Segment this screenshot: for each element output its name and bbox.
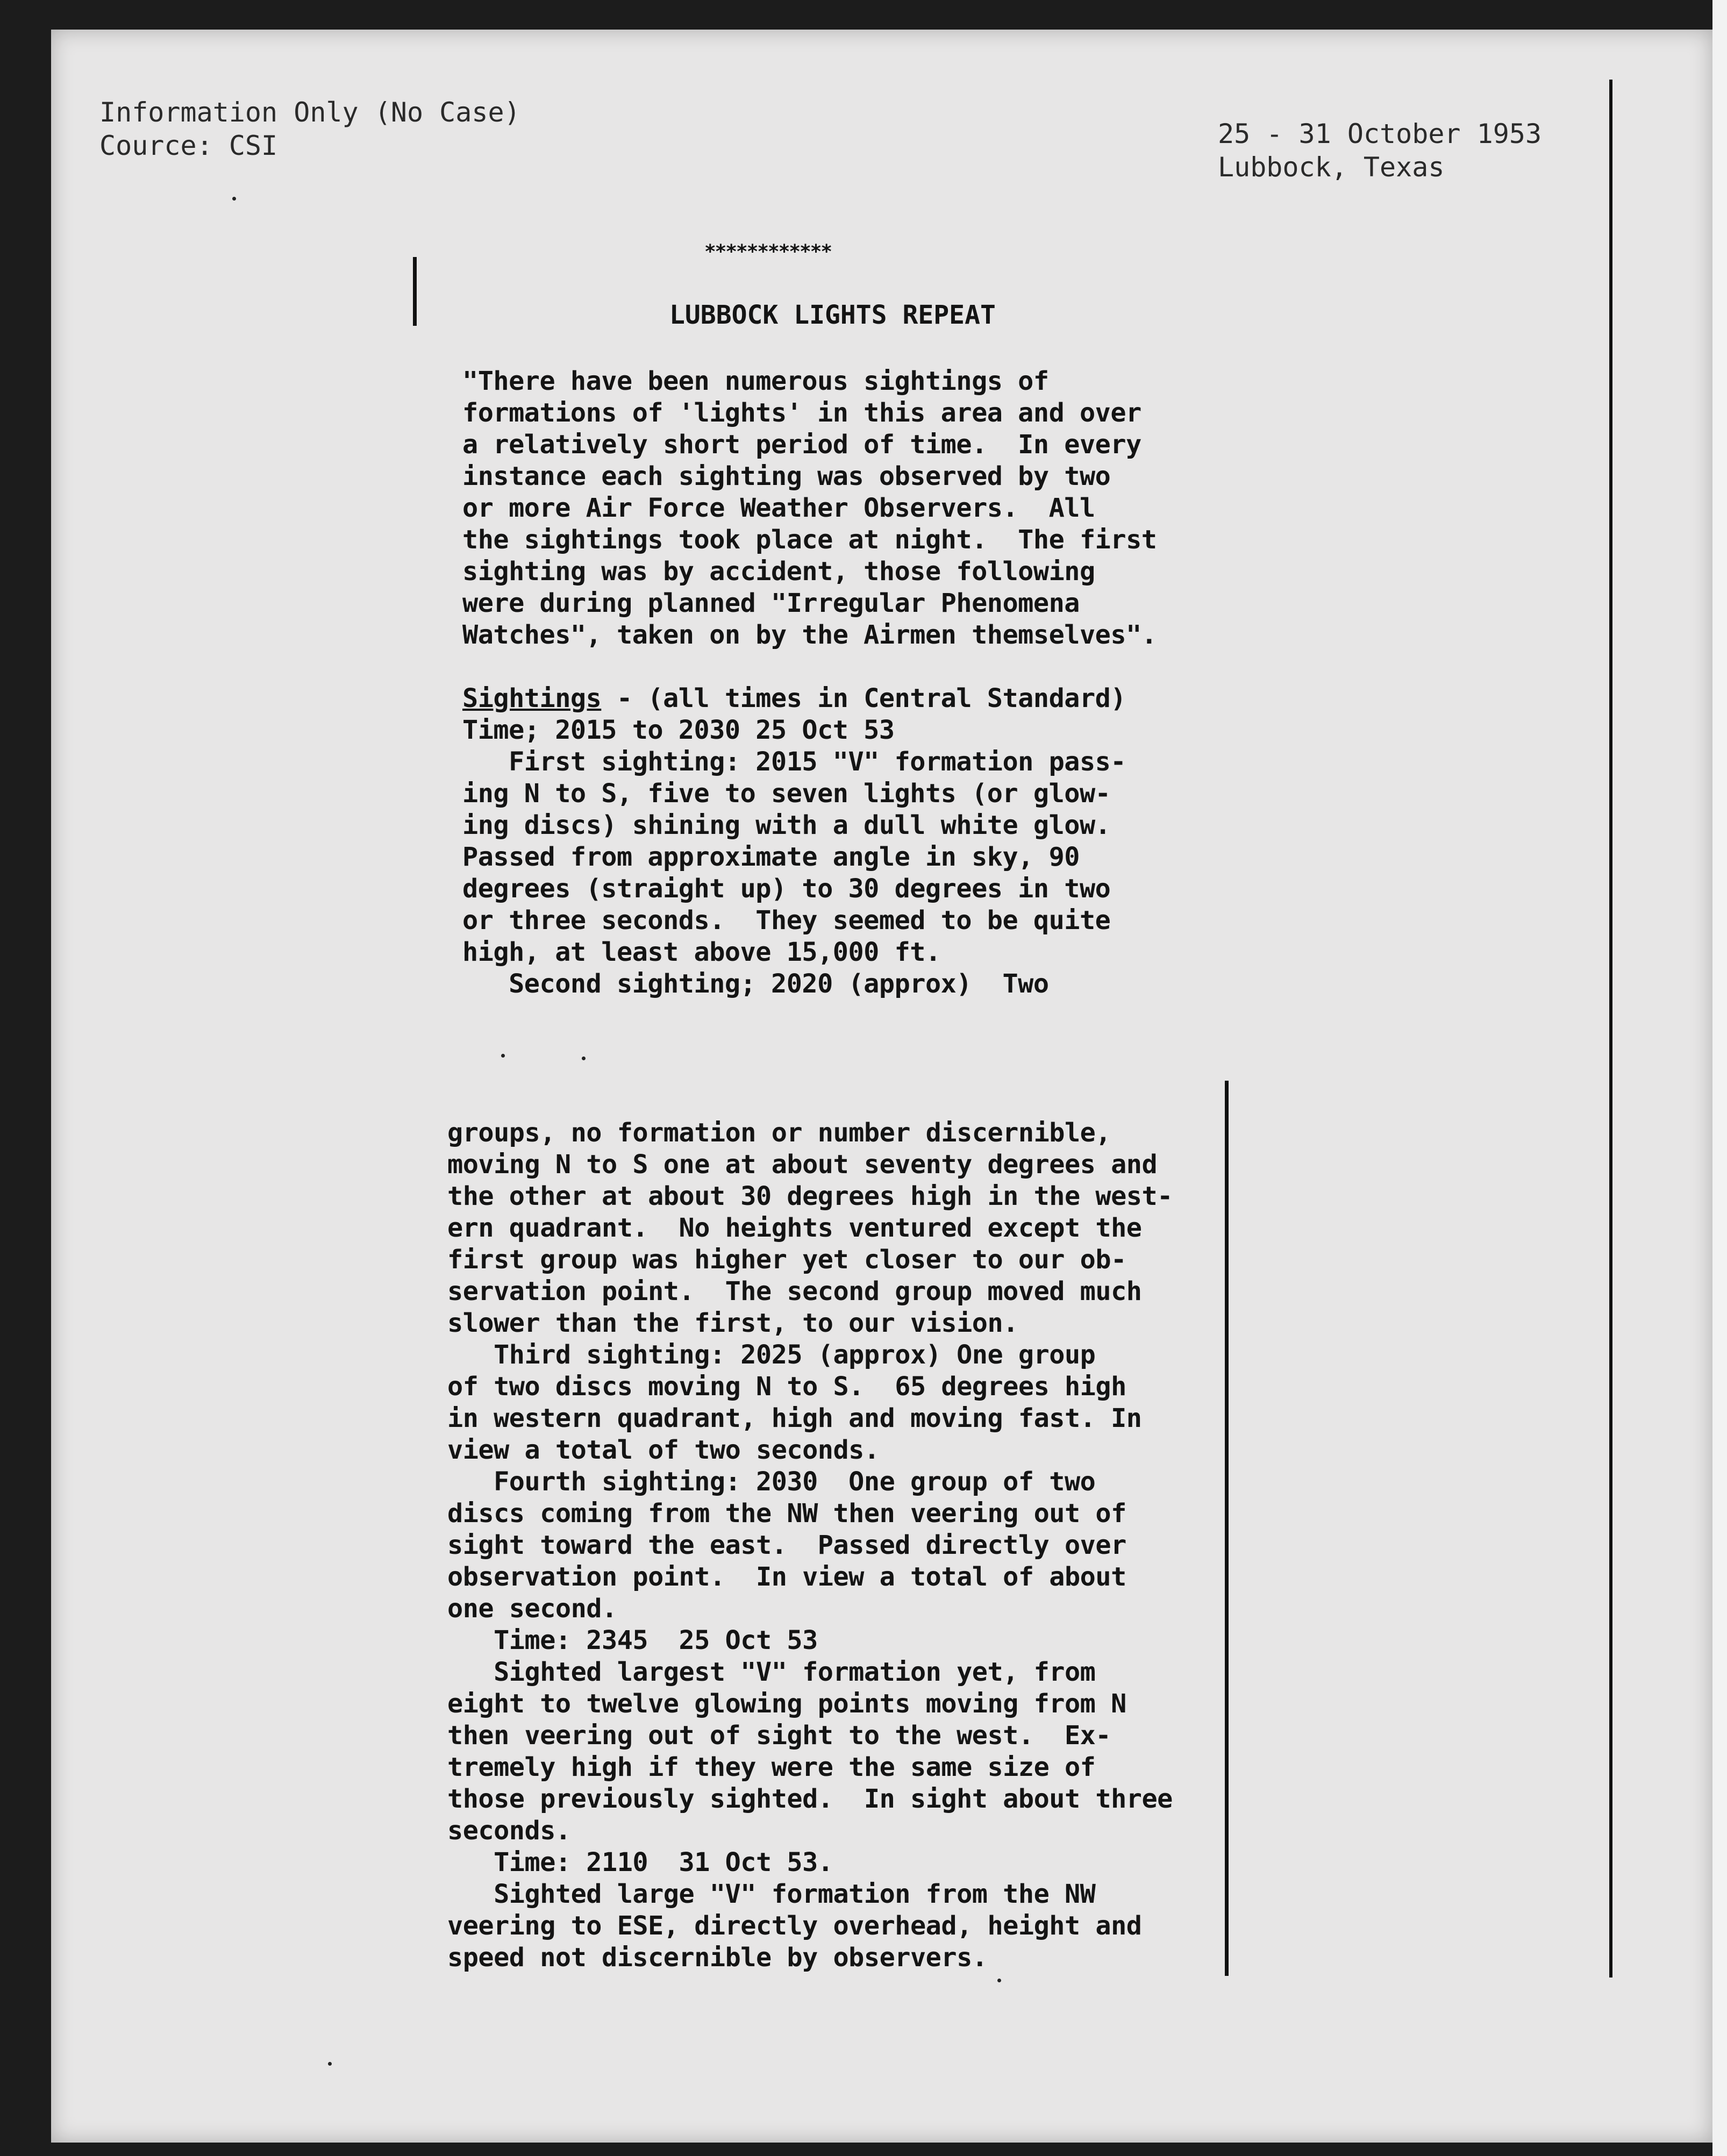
text-line: groups, no formation or number discernible, xyxy=(447,1118,1111,1148)
text-line: observation point. In view a total of about xyxy=(447,1562,1126,1592)
text-line xyxy=(462,651,1247,683)
margin-bar-right xyxy=(1609,80,1612,1977)
text-line: "There have been numerous sightings of xyxy=(462,366,1049,396)
text-line: ing N to S, five to seven lights (or glow- xyxy=(462,779,1111,809)
text-line: Time; 2015 to 2030 25 Oct 53 xyxy=(462,715,895,745)
text-line: degrees (straight up) to 30 degrees in two xyxy=(462,874,1111,904)
speck xyxy=(232,197,236,201)
text-line: speed not discernible by observers. xyxy=(447,1943,988,1973)
text-line: instance each sighting was observed by two xyxy=(462,461,1111,491)
page-title: LUBBOCK LIGHTS REPEAT xyxy=(669,300,996,330)
sightings-heading xyxy=(462,683,1247,715)
speck xyxy=(997,1979,1001,1982)
text-line: First sighting: 2015 "V" formation pass- xyxy=(462,747,1126,777)
text-line: a relatively short period of time. In every xyxy=(462,430,1141,460)
text-line: view a total of two seconds. xyxy=(447,1435,880,1465)
header-info-line: Information Only (No Case) xyxy=(99,97,520,128)
text-line: first group was higher yet closer to our ob- xyxy=(447,1245,1126,1275)
text-column-1 xyxy=(462,366,1247,1000)
text-line: of two discs moving N to S. 65 degrees high xyxy=(447,1372,1126,1402)
text-line: sighting was by accident, those following xyxy=(462,556,1095,587)
text-line: those previously sighted. In sight about three xyxy=(447,1784,1173,1814)
text-line: Third sighting: 2025 (approx) One group xyxy=(447,1340,1096,1370)
text-line: ing discs) shining with a dull white glow. xyxy=(462,810,1111,840)
text-line: Sighted largest "V" formation yet, from xyxy=(447,1657,1096,1687)
text-line: servation point. The second group moved much xyxy=(447,1276,1142,1307)
text-line: in western quadrant, high and moving fast. In xyxy=(447,1403,1142,1433)
speck xyxy=(328,2062,332,2066)
text-line: veering to ESE, directly overhead, height and xyxy=(447,1911,1142,1941)
text-line: or three seconds. They seemed to be quite xyxy=(462,905,1111,936)
header-location-line: Lubbock, Texas xyxy=(1218,152,1445,183)
text-line: discs coming from the NW then veering out of xyxy=(447,1498,1126,1529)
film-frame-edge xyxy=(1712,0,1727,2156)
text-line: eight to twelve glowing points moving from N xyxy=(447,1689,1126,1719)
text-line: high, at least above 15,000 ft. xyxy=(462,937,941,967)
text-line: the sightings took place at night. The first xyxy=(462,525,1157,555)
text-line: Watches", taken on by the Airmen themselves". xyxy=(462,620,1157,650)
text-line: Second sighting; 2020 (approx) Two xyxy=(462,969,1049,999)
text-line: Time: 2345 25 Oct 53 xyxy=(447,1625,818,1655)
margin-bar-left xyxy=(413,257,417,326)
text-line: sight toward the east. Passed directly over xyxy=(447,1530,1126,1560)
text-line: seconds. xyxy=(447,1816,571,1846)
speck xyxy=(582,1056,586,1060)
text-column-2 xyxy=(447,1117,1232,1974)
text-line: were during planned "Irregular Phenomena xyxy=(462,588,1080,618)
text-line: the other at about 30 degrees high in the west- xyxy=(447,1181,1173,1211)
text-line: Fourth sighting: 2030 One group of two xyxy=(447,1467,1096,1497)
header-date-line: 25 - 31 October 1953 xyxy=(1218,118,1542,149)
text-line: then veering out of sight to the west. Ex- xyxy=(447,1720,1111,1751)
header-source-line: Cource: CSI xyxy=(99,130,278,161)
text-line: or more Air Force Weather Observers. All xyxy=(462,493,1095,523)
sightings-label: Sightings xyxy=(462,683,602,713)
text-line: Sighted large "V" formation from the NW xyxy=(447,1879,1096,1909)
text-line: moving N to S one at about seventy degrees and xyxy=(447,1150,1158,1180)
star-rule: ************ xyxy=(704,241,832,263)
text-line: Time: 2110 31 Oct 53. xyxy=(447,1847,833,1877)
speck xyxy=(501,1054,505,1058)
text-line: ern quadrant. No heights ventured except the xyxy=(447,1213,1142,1243)
text-line: formations of 'lights' in this area and over xyxy=(462,398,1141,428)
text-line: one second. xyxy=(447,1594,617,1624)
sightings-note: - (all times in Central Standard) xyxy=(601,683,1126,713)
text-line: Passed from approximate angle in sky, 90 xyxy=(462,842,1080,872)
text-line: tremely high if they were the same size of xyxy=(447,1752,1096,1782)
text-line: slower than the first, to our vision. xyxy=(447,1308,1018,1338)
